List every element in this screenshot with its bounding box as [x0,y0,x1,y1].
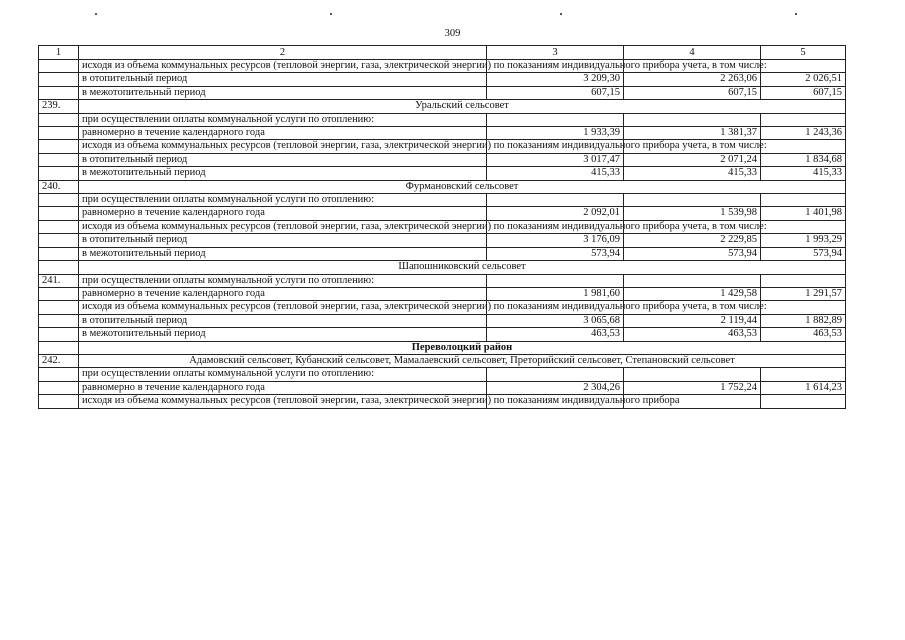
column-header-4: 4 [624,46,761,60]
value-col-5: 2 026,51 [761,73,846,86]
value-col-5: 415,33 [761,167,846,180]
value-col-3 [487,194,624,207]
table-row [39,301,846,314]
row-number [39,60,79,73]
row-number: 241. [39,274,79,287]
settlement-title: Фурмановский сельсовет [79,180,846,193]
value-col-4: 2 263,06 [624,73,761,86]
table-row [39,194,846,207]
table-row [39,140,846,153]
value-col-5: 1 243,36 [761,127,846,140]
scan-speck [560,13,562,15]
value-col-4 [624,194,761,207]
table-row [39,314,846,327]
value-col-3: 415,33 [487,167,624,180]
table-row [39,207,846,220]
row-label: в отопительный период [79,73,487,86]
district-row [39,341,846,354]
row-label: в отопительный период [79,314,487,327]
value-col-3 [487,274,624,287]
table-row [39,167,846,180]
row-number [39,127,79,140]
row-number [39,153,79,166]
row-number [39,194,79,207]
row-label: исходя из объема коммунальных ресурсов (тепловой энергии, газа, электрической энергии) по показаниям индивидуального прибора учета, в том числе: [79,60,487,73]
row-number [39,287,79,300]
table-row [39,86,846,99]
value-col-4 [624,368,761,381]
table-row [39,287,846,300]
row-number [39,207,79,220]
column-header-3: 3 [487,46,624,60]
table-row [39,247,846,260]
section-row [39,261,846,274]
table-row [39,73,846,86]
value-col-4: 2 119,44 [624,314,761,327]
value-col-3: 2 092,01 [487,207,624,220]
value-col-5: 1 401,98 [761,207,846,220]
settlement-title: Шапошниковский сельсовет [79,261,846,274]
row-number [39,381,79,394]
column-header-2: 2 [79,46,487,60]
table-row [39,274,846,287]
value-col-5: 1 834,68 [761,153,846,166]
row-number [39,86,79,99]
row-label: в межотопительный период [79,86,487,99]
value-col-5: 1 882,89 [761,314,846,327]
value-col-3: 3 176,09 [487,234,624,247]
row-number [39,247,79,260]
row-label: исходя из объема коммунальных ресурсов (тепловой энергии, газа, электрической энергии) по показаниям индивидуального прибора учета, в том числе: [79,220,487,233]
value-col-5 [761,60,846,73]
table-row [39,328,846,341]
value-col-5: 607,15 [761,86,846,99]
value-col-5 [761,395,846,408]
value-col-3 [487,368,624,381]
table-row [39,60,846,73]
row-number [39,140,79,153]
value-col-5: 463,53 [761,328,846,341]
value-col-3: 2 304,26 [487,381,624,394]
row-label: равномерно в течение календарного года [79,287,487,300]
row-label: в отопительный период [79,153,487,166]
row-label: равномерно в течение календарного года [79,207,487,220]
row-label: при осуществлении оплаты коммунальной услуги по отоплению: [79,194,487,207]
settlement-title: Уральский сельсовет [79,100,846,113]
row-number [39,301,79,314]
row-label: при осуществлении оплаты коммунальной услуги по отоплению: [79,368,487,381]
tariff-table [38,45,846,409]
row-number [39,261,79,274]
district-title: Переволоцкий район [79,341,846,354]
value-col-3: 607,15 [487,86,624,99]
value-col-3: 3 065,68 [487,314,624,327]
value-col-4 [624,274,761,287]
value-col-4 [624,113,761,126]
value-col-4: 573,94 [624,247,761,260]
row-label: в межотопительный период [79,167,487,180]
row-label: исходя из объема коммунальных ресурсов (тепловой энергии, газа, электрической энергии) по показаниям индивидуального прибора учета, в том числе: [79,140,487,153]
row-label: в отопительный период [79,234,487,247]
table-row [39,127,846,140]
value-col-5: 1 614,23 [761,381,846,394]
value-col-4: 463,53 [624,328,761,341]
row-number [39,341,79,354]
row-label: исходя из объема коммунальных ресурсов (тепловой энергии, газа, электрической энергии) по показаниям индивидуального прибора [79,395,487,408]
row-number [39,220,79,233]
value-col-5: 1 993,29 [761,234,846,247]
section-row [39,100,846,113]
value-col-4: 607,15 [624,86,761,99]
row-number: 240. [39,180,79,193]
row-number [39,113,79,126]
value-col-3: 3 017,47 [487,153,624,166]
scan-speck [95,13,97,15]
value-col-4: 415,33 [624,167,761,180]
value-col-4: 1 429,58 [624,287,761,300]
table-row [39,113,846,126]
value-col-3 [487,113,624,126]
value-col-5: 1 291,57 [761,287,846,300]
table-row [39,368,846,381]
value-col-3: 1 933,39 [487,127,624,140]
row-label: в межотопительный период [79,328,487,341]
row-label: равномерно в течение календарного года [79,127,487,140]
section-row [39,180,846,193]
row-label: в межотопительный период [79,247,487,260]
table-header-row [39,46,846,60]
value-col-3: 3 209,30 [487,73,624,86]
value-col-4: 1 539,98 [624,207,761,220]
value-col-5 [761,113,846,126]
row-label: при осуществлении оплаты коммунальной услуги по отоплению: [79,113,487,126]
value-col-5 [761,301,846,314]
value-col-3: 1 981,60 [487,287,624,300]
row-number [39,368,79,381]
page-number: 309 [444,28,461,39]
table-row [39,234,846,247]
section-row [39,354,846,367]
table-row [39,153,846,166]
value-col-3: 463,53 [487,328,624,341]
settlement-title: Адамовский сельсовет, Кубанский сельсовет, Мамалаевский сельсовет, Преторийский сельсовет, Степановский сельсовет [79,354,846,367]
table-row [39,381,846,394]
column-header-1: 1 [39,46,79,60]
value-col-5 [761,140,846,153]
column-header-5: 5 [761,46,846,60]
value-col-4: 1 752,24 [624,381,761,394]
table-row [39,220,846,233]
row-number: 242. [39,354,79,367]
value-col-5 [761,220,846,233]
row-number [39,314,79,327]
scan-speck [330,13,332,15]
table-row [39,395,846,408]
value-col-4: 2 071,24 [624,153,761,166]
scan-speck [795,13,797,15]
row-number [39,395,79,408]
value-col-4: 2 229,85 [624,234,761,247]
row-label: при осуществлении оплаты коммунальной услуги по отоплению: [79,274,487,287]
row-number: 239. [39,100,79,113]
row-number [39,234,79,247]
value-col-3: 573,94 [487,247,624,260]
value-col-5: 573,94 [761,247,846,260]
row-label: исходя из объема коммунальных ресурсов (тепловой энергии, газа, электрической энергии) по показаниям индивидуального прибора учета, в том числе: [79,301,487,314]
value-col-5 [761,194,846,207]
tariff-table-body [39,46,846,409]
row-number [39,328,79,341]
row-label: равномерно в течение календарного года [79,381,487,394]
value-col-5 [761,274,846,287]
value-col-4: 1 381,37 [624,127,761,140]
value-col-5 [761,368,846,381]
row-number [39,73,79,86]
row-number [39,167,79,180]
